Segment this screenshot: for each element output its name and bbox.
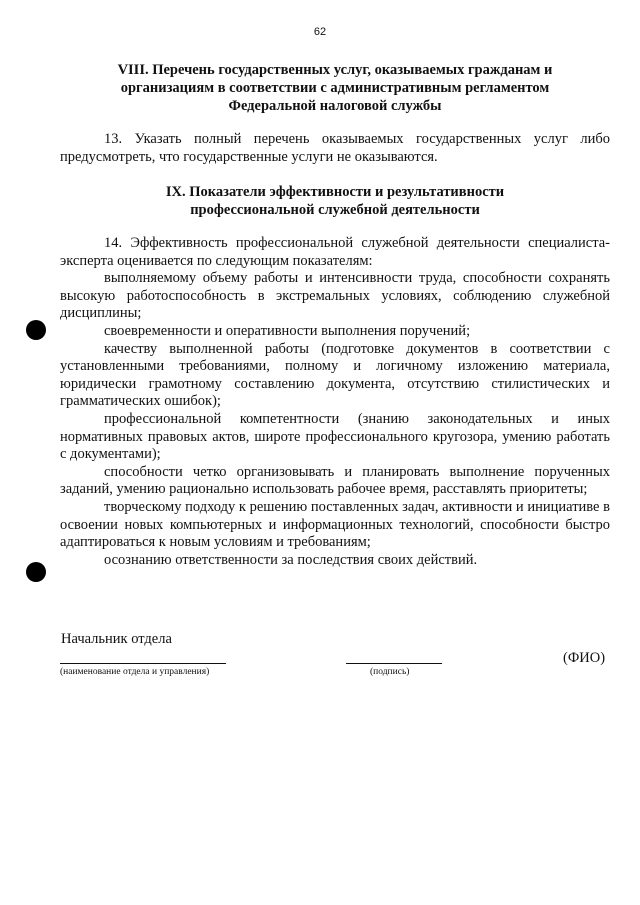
item-13-block	[60, 131, 610, 166]
item-14-block	[60, 235, 610, 569]
punch-hole-mark	[26, 562, 46, 582]
section-viii-heading-line: Федеральной налоговой службы	[228, 98, 442, 114]
section-ix-heading-line: IX. Показатели эффективности и результативности	[165, 184, 505, 200]
criterion-paragraph: профессиональной компетентности (знанию законодательных и иных нормативных правовых актов, широте профессионального кругозора, умению работать с документами);	[60, 410, 610, 463]
criterion-paragraph: своевременности и оперативности выполнения поручений;	[104, 322, 471, 339]
criterion-paragraph: творческому подходу к решению поставленных задач, активности и инициативе в освоении новых компьютерных и информационных технологий, способности быстро адаптироваться к новым условиям и требованиям;	[60, 498, 610, 551]
page-number: 62	[313, 26, 327, 38]
section-ix-heading-line: профессиональной служебной деятельности	[190, 202, 480, 218]
item-13-paragraph: 13. Указать полный перечень оказываемых государственных услуг либо предусмотреть, что государственные услуги не оказываются.	[60, 131, 610, 165]
criterion-paragraph: качеству выполненной работы (подготовке документов в соответствии с установленными требованиями, полному и логичному изложению материала, юридически грамотному составлению документа, отсутствию стилистических и грамматических ошибок);	[60, 340, 610, 410]
department-signature-line	[60, 663, 226, 664]
section-viii-heading-line: организациям в соответствии с административным регламентом	[120, 80, 550, 96]
fio-label: (ФИО)	[563, 650, 606, 666]
signature-caption: (подпись)	[370, 667, 410, 677]
criterion-paragraph: осознанию ответственности за последствия своих действий.	[104, 551, 478, 568]
section-viii-heading	[60, 61, 610, 115]
signature-title: Начальник отдела	[61, 631, 172, 647]
criterion-paragraph: способности четко организовывать и планировать выполнение порученных заданий, умению рационально использовать рабочее время, расставлять приоритеты;	[60, 463, 610, 498]
criterion-paragraph: выполняемому объему работы и интенсивности труда, способности сохранять высокую работоспособность в экстремальных условиях, соблюдению служебной дисциплины;	[60, 270, 610, 322]
punch-hole-mark	[26, 320, 46, 340]
section-ix-heading	[60, 183, 610, 219]
department-caption: (наименование отдела и управления)	[60, 667, 210, 677]
item-14-intro: 14. Эффективность профессиональной служебной деятельности специалиста-эксперта оценивается по следующим показателям:	[60, 235, 610, 269]
signature-line	[346, 663, 442, 664]
section-viii-heading-line: VIII. Перечень государственных услуг, оказываемых гражданам и	[117, 62, 553, 78]
